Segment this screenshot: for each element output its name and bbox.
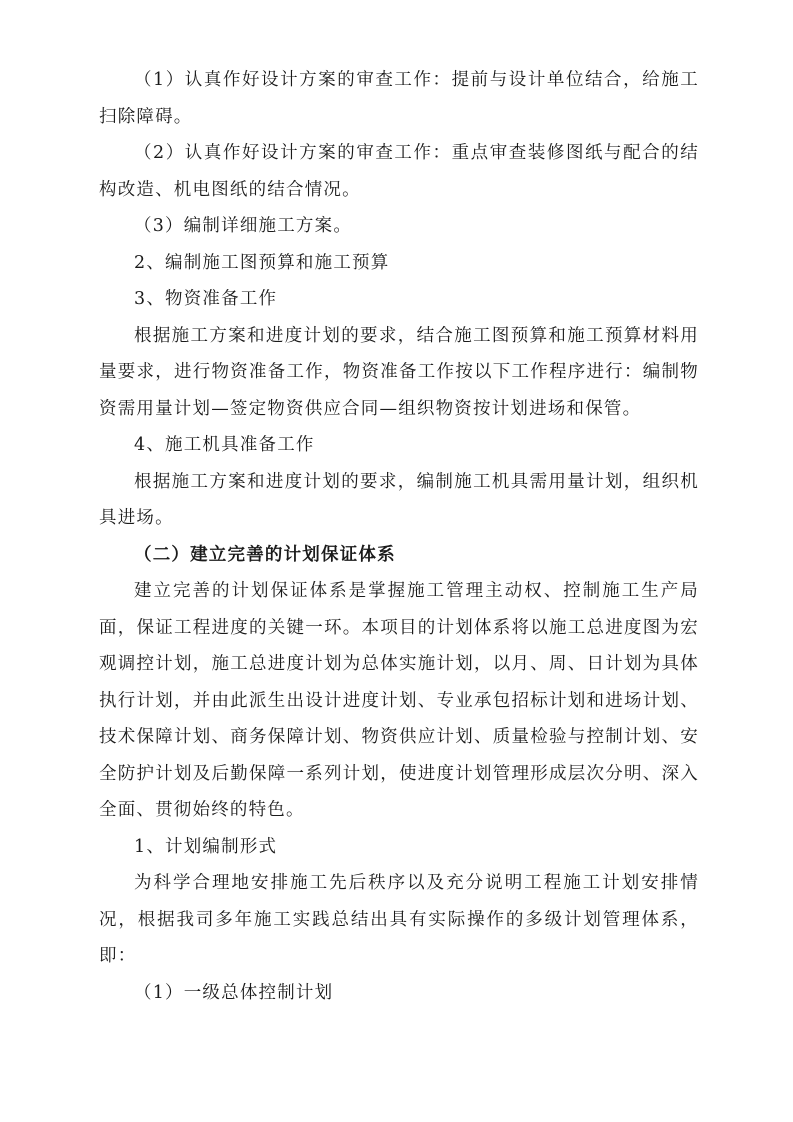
paragraph-construction-plan: （3）编制详细施工方案。 bbox=[134, 216, 353, 236]
paragraph-review-design-1: （1）认真作好设计方案的审查工作：提前与设计单位结合，给施工扫除障碍。 bbox=[99, 70, 699, 127]
item-materials: 3、物资准备工作 bbox=[134, 289, 278, 309]
item-machinery: 4、施工机具准备工作 bbox=[134, 435, 315, 455]
paragraph-plan-form: 为科学合理地安排施工先后秩序以及充分说明工程施工计划安排情况，根据我司多年施工实践总结出具有实际操作的多级计划管理体系，即： bbox=[99, 873, 699, 966]
document-body bbox=[99, 62, 699, 1011]
section-heading-plan-system: （二）建立完善的计划保证体系 bbox=[134, 544, 396, 565]
item-budget: 2、编制施工图预算和施工预算 bbox=[134, 252, 390, 273]
paragraph-review-design-2: （2）认真作好设计方案的审查工作：重点审查装修图纸与配合的结构改造、机电图纸的结合情况。 bbox=[99, 143, 699, 200]
paragraph-machinery: 根据施工方案和进度计划的要求，编制施工机具需用量计划，组织机具进场。 bbox=[99, 471, 699, 528]
paragraph-materials: 根据施工方案和进度计划的要求，结合施工图预算和施工预算材料用量要求，进行物资准备工作，物资准备工作按以下工作程序进行：编制物资需用量计划—签定物资供应合同—组织物资按计划进场和保管。 bbox=[99, 325, 699, 419]
item-plan-form: 1、计划编制形式 bbox=[134, 836, 278, 857]
paragraph-plan-system: 建立完善的计划保证体系是掌握施工管理主动权、控制施工生产局面，保证工程进度的关键一环。本项目的计划体系将以施工总进度图为宏观调控计划，施工总进度计划为总体实施计划，以月、周、日计划为具体执行计划，并由此派生出设计进度计划、专业承包招标计划和进场计划、技术保障计划、商务保障计划、物资供应计划、质量检验与控制计划、安全防护计划及后勤保障一系列计划，使进度计划管理形成层次分明、深入全面、贯彻始终的特色。 bbox=[99, 581, 699, 820]
paragraph-level-one-plan: （1）一级总体控制计划 bbox=[134, 982, 334, 1003]
